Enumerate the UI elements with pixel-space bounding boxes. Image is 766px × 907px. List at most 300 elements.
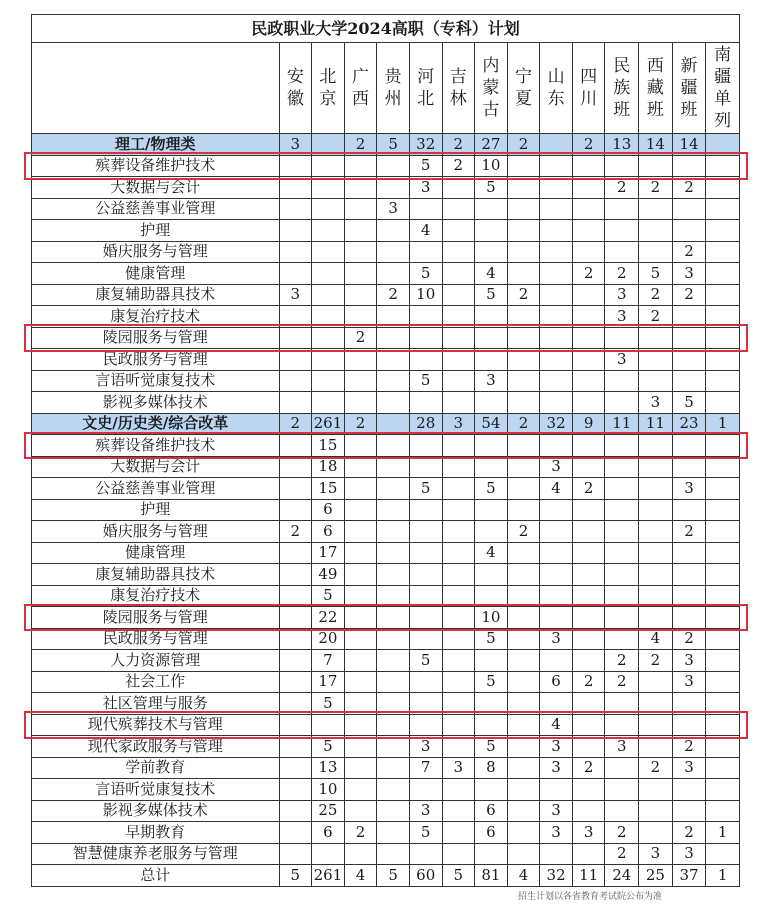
quota-cell (706, 714, 740, 736)
quota-cell (672, 155, 706, 177)
quota-cell (312, 263, 345, 285)
quota-cell (344, 650, 377, 672)
major-name: 言语听觉康复技术 (32, 370, 280, 392)
quota-cell: 3 (540, 757, 573, 779)
quota-cell (409, 585, 442, 607)
quota-cell (475, 564, 508, 586)
quota-cell (706, 392, 740, 414)
quota-cell (442, 650, 475, 672)
quota-cell: 5 (409, 822, 442, 844)
quota-cell: 3 (475, 370, 508, 392)
quota-cell (672, 693, 706, 715)
quota-cell (572, 327, 605, 349)
major-name: 殡葬设备维护技术 (32, 435, 280, 457)
quota-cell (639, 456, 673, 478)
major-name: 现代殡葬技术与管理 (32, 714, 280, 736)
quota-cell: 4 (475, 263, 508, 285)
quota-cell (377, 564, 410, 586)
quota-cell (409, 349, 442, 371)
major-row (32, 478, 740, 500)
column-header (409, 43, 442, 134)
quota-cell: 3 (572, 822, 605, 844)
quota-cell (377, 822, 410, 844)
quota-cell: 2 (344, 134, 377, 156)
quota-cell (540, 779, 573, 801)
quota-cell (312, 220, 345, 242)
quota-cell: 3 (605, 284, 639, 306)
quota-cell (706, 241, 740, 263)
quota-cell (540, 564, 573, 586)
quota-cell (572, 220, 605, 242)
quota-cell: 3 (672, 757, 706, 779)
enrollment-plan-table (31, 14, 740, 887)
major-name: 智慧健康养老服务与管理 (32, 843, 280, 865)
quota-cell (507, 263, 540, 285)
quota-cell (409, 327, 442, 349)
major-row (32, 521, 740, 543)
column-header-label: 河北 (417, 67, 435, 109)
major-name: 民政服务与管理 (32, 628, 280, 650)
quota-cell (672, 220, 706, 242)
major-name: 护理 (32, 499, 280, 521)
quota-cell (572, 542, 605, 564)
quota-cell: 81 (475, 865, 508, 887)
quota-cell (507, 392, 540, 414)
quota-cell: 2 (672, 628, 706, 650)
quota-cell (507, 370, 540, 392)
quota-cell (344, 736, 377, 758)
major-row (32, 241, 740, 263)
quota-cell (279, 478, 312, 500)
quota-cell (409, 435, 442, 457)
quota-cell (475, 220, 508, 242)
quota-cell (409, 306, 442, 328)
quota-cell: 261 (312, 413, 345, 435)
quota-cell (672, 564, 706, 586)
column-header (706, 43, 740, 134)
quota-cell (344, 220, 377, 242)
major-name: 言语听觉康复技术 (32, 779, 280, 801)
major-row (32, 843, 740, 865)
quota-cell (344, 564, 377, 586)
quota-cell (279, 456, 312, 478)
quota-cell (507, 736, 540, 758)
quota-cell (409, 843, 442, 865)
major-name: 康复治疗技术 (32, 585, 280, 607)
quota-cell (572, 349, 605, 371)
major-row (32, 628, 740, 650)
quota-cell (279, 542, 312, 564)
quota-cell (639, 370, 673, 392)
quota-cell (672, 327, 706, 349)
quota-cell (409, 456, 442, 478)
quota-cell (344, 370, 377, 392)
quota-cell (540, 198, 573, 220)
quota-cell (605, 564, 639, 586)
quota-cell (672, 306, 706, 328)
quota-cell: 2 (507, 413, 540, 435)
quota-cell (540, 155, 573, 177)
quota-cell (572, 177, 605, 199)
quota-cell (507, 628, 540, 650)
category-name: 理工/物理类 (32, 134, 280, 156)
quota-cell (639, 435, 673, 457)
quota-cell (475, 349, 508, 371)
quota-cell (540, 542, 573, 564)
quota-cell (672, 585, 706, 607)
quota-cell (279, 714, 312, 736)
quota-cell: 4 (540, 478, 573, 500)
quota-cell (279, 607, 312, 629)
quota-cell (639, 714, 673, 736)
quota-cell (639, 693, 673, 715)
quota-cell (540, 843, 573, 865)
major-row (32, 671, 740, 693)
quota-cell (442, 542, 475, 564)
quota-cell (507, 650, 540, 672)
quota-cell (344, 435, 377, 457)
quota-cell (706, 220, 740, 242)
quota-cell (605, 370, 639, 392)
major-name: 康复辅助器具技术 (32, 284, 280, 306)
quota-cell: 15 (312, 478, 345, 500)
quota-cell (279, 435, 312, 457)
quota-cell: 11 (572, 865, 605, 887)
quota-cell: 5 (475, 177, 508, 199)
quota-cell (672, 198, 706, 220)
quota-cell (377, 779, 410, 801)
quota-cell (507, 177, 540, 199)
quota-cell: 5 (672, 392, 706, 414)
quota-cell (706, 542, 740, 564)
quota-cell: 14 (639, 134, 673, 156)
quota-cell (639, 220, 673, 242)
quota-cell: 3 (442, 413, 475, 435)
quota-cell: 5 (475, 736, 508, 758)
major-name: 健康管理 (32, 542, 280, 564)
column-header-label: 吉林 (449, 67, 467, 109)
quota-cell (442, 198, 475, 220)
major-row (32, 757, 740, 779)
quota-cell (344, 693, 377, 715)
column-header (344, 43, 377, 134)
quota-cell (377, 800, 410, 822)
quota-cell (279, 370, 312, 392)
quota-cell (639, 542, 673, 564)
column-header-label: 宁夏 (514, 67, 532, 109)
quota-cell: 5 (475, 284, 508, 306)
major-name: 殡葬设备维护技术 (32, 155, 280, 177)
quota-cell (706, 263, 740, 285)
quota-cell (442, 392, 475, 414)
quota-cell (507, 198, 540, 220)
column-header-label: 山东 (547, 67, 565, 109)
quota-cell (572, 714, 605, 736)
quota-cell (706, 349, 740, 371)
column-header (540, 43, 573, 134)
quota-cell (377, 736, 410, 758)
quota-cell: 3 (605, 736, 639, 758)
quota-cell (312, 370, 345, 392)
quota-cell (706, 177, 740, 199)
quota-cell (344, 779, 377, 801)
quota-cell (377, 671, 410, 693)
quota-cell (639, 349, 673, 371)
quota-cell (540, 435, 573, 457)
quota-cell: 54 (475, 413, 508, 435)
quota-cell (442, 585, 475, 607)
quota-cell: 23 (672, 413, 706, 435)
major-row (32, 822, 740, 844)
quota-cell (706, 327, 740, 349)
total-row (32, 865, 740, 887)
quota-cell (279, 585, 312, 607)
quota-cell: 6 (475, 800, 508, 822)
major-row (32, 349, 740, 371)
quota-cell (706, 435, 740, 457)
major-row (32, 607, 740, 629)
quota-cell: 2 (572, 671, 605, 693)
quota-cell (344, 155, 377, 177)
quota-cell (540, 693, 573, 715)
quota-cell (540, 499, 573, 521)
quota-cell: 7 (409, 757, 442, 779)
quota-cell (344, 714, 377, 736)
quota-cell: 5 (475, 478, 508, 500)
quota-cell: 5 (312, 693, 345, 715)
table-title: 民政职业大学2024高职（专科）计划 (32, 15, 740, 43)
quota-cell (409, 714, 442, 736)
quota-cell (639, 499, 673, 521)
quota-cell (605, 693, 639, 715)
quota-cell (377, 306, 410, 328)
quota-cell (377, 607, 410, 629)
quota-cell: 2 (344, 822, 377, 844)
quota-cell (507, 800, 540, 822)
quota-cell (279, 779, 312, 801)
quota-cell (672, 714, 706, 736)
quota-cell: 2 (639, 757, 673, 779)
quota-cell (442, 564, 475, 586)
quota-cell: 37 (672, 865, 706, 887)
quota-cell (344, 521, 377, 543)
quota-cell (312, 177, 345, 199)
quota-cell (279, 155, 312, 177)
quota-cell (572, 155, 605, 177)
quota-cell: 2 (605, 650, 639, 672)
quota-cell (507, 714, 540, 736)
quota-cell (344, 843, 377, 865)
quota-cell: 49 (312, 564, 345, 586)
quota-cell (507, 671, 540, 693)
quota-cell (507, 499, 540, 521)
quota-cell (507, 478, 540, 500)
major-row (32, 198, 740, 220)
footnote: 招生计划以各省教育考试院公布为准 (518, 892, 663, 902)
quota-cell (442, 714, 475, 736)
quota-cell (507, 220, 540, 242)
quota-cell (572, 435, 605, 457)
quota-cell (706, 521, 740, 543)
quota-cell (344, 628, 377, 650)
quota-cell (706, 499, 740, 521)
quota-cell (377, 177, 410, 199)
quota-cell: 6 (312, 499, 345, 521)
column-header (377, 43, 410, 134)
quota-cell (507, 822, 540, 844)
category-row (32, 134, 740, 156)
quota-cell (507, 757, 540, 779)
quota-cell (540, 370, 573, 392)
major-name: 陵园服务与管理 (32, 607, 280, 629)
quota-cell (605, 392, 639, 414)
quota-cell (475, 650, 508, 672)
quota-cell (409, 693, 442, 715)
quota-cell: 2 (572, 757, 605, 779)
quota-cell (672, 456, 706, 478)
quota-cell (475, 499, 508, 521)
quota-cell: 3 (409, 800, 442, 822)
quota-cell: 2 (605, 263, 639, 285)
quota-cell (344, 392, 377, 414)
quota-cell: 2 (672, 177, 706, 199)
quota-cell (605, 220, 639, 242)
quota-cell (279, 220, 312, 242)
quota-cell (377, 843, 410, 865)
quota-cell (572, 499, 605, 521)
quota-cell (572, 241, 605, 263)
major-row (32, 306, 740, 328)
quota-cell (377, 521, 410, 543)
quota-cell: 20 (312, 628, 345, 650)
quota-cell (442, 456, 475, 478)
quota-cell (639, 585, 673, 607)
quota-cell: 261 (312, 865, 345, 887)
quota-cell (540, 650, 573, 672)
quota-cell (475, 198, 508, 220)
quota-cell (409, 198, 442, 220)
quota-cell (706, 585, 740, 607)
quota-cell: 2 (344, 327, 377, 349)
quota-cell (312, 714, 345, 736)
quota-cell (409, 671, 442, 693)
major-name: 社区管理与服务 (32, 693, 280, 715)
quota-cell (279, 650, 312, 672)
quota-cell (540, 607, 573, 629)
quota-cell (442, 284, 475, 306)
quota-cell: 5 (409, 370, 442, 392)
quota-cell (442, 843, 475, 865)
column-header-label: 北京 (319, 67, 337, 109)
quota-cell (540, 349, 573, 371)
quota-cell (507, 435, 540, 457)
quota-cell: 2 (605, 177, 639, 199)
quota-cell (706, 155, 740, 177)
quota-cell (507, 564, 540, 586)
quota-cell (605, 327, 639, 349)
quota-cell (279, 757, 312, 779)
quota-cell (409, 392, 442, 414)
major-row (32, 177, 740, 199)
quota-cell (377, 241, 410, 263)
quota-cell: 25 (639, 865, 673, 887)
quota-cell (605, 628, 639, 650)
quota-cell: 18 (312, 456, 345, 478)
quota-cell: 2 (507, 521, 540, 543)
quota-cell (639, 822, 673, 844)
quota-cell (706, 370, 740, 392)
quota-cell (572, 306, 605, 328)
quota-cell (377, 220, 410, 242)
major-name: 早期教育 (32, 822, 280, 844)
quota-cell: 4 (475, 542, 508, 564)
quota-cell (639, 155, 673, 177)
major-name: 公益慈善事业管理 (32, 478, 280, 500)
quota-cell (706, 284, 740, 306)
quota-cell: 2 (279, 413, 312, 435)
table-title-row (32, 15, 740, 43)
quota-cell (312, 198, 345, 220)
quota-cell (279, 564, 312, 586)
quota-cell (605, 499, 639, 521)
quota-cell (344, 585, 377, 607)
quota-cell (344, 263, 377, 285)
quota-cell (507, 155, 540, 177)
quota-cell (442, 327, 475, 349)
quota-cell (279, 628, 312, 650)
column-header (475, 43, 508, 134)
quota-cell (706, 779, 740, 801)
quota-cell: 2 (605, 671, 639, 693)
major-row (32, 220, 740, 242)
major-name: 公益慈善事业管理 (32, 198, 280, 220)
major-row (32, 714, 740, 736)
quota-cell (540, 134, 573, 156)
quota-cell (442, 177, 475, 199)
quota-cell (605, 585, 639, 607)
quota-cell (279, 392, 312, 414)
quota-cell: 3 (540, 736, 573, 758)
quota-cell: 60 (409, 865, 442, 887)
quota-cell (507, 327, 540, 349)
quota-cell: 17 (312, 542, 345, 564)
quota-cell (605, 456, 639, 478)
quota-cell: 2 (672, 521, 706, 543)
quota-cell (706, 736, 740, 758)
quota-cell (639, 800, 673, 822)
quota-cell: 5 (312, 736, 345, 758)
major-row (32, 263, 740, 285)
quota-cell (475, 435, 508, 457)
quota-cell (507, 779, 540, 801)
quota-cell (475, 779, 508, 801)
quota-cell: 2 (672, 241, 706, 263)
quota-cell (639, 779, 673, 801)
column-header-label: 安徽 (286, 67, 304, 109)
quota-cell: 25 (312, 800, 345, 822)
quota-cell: 3 (279, 134, 312, 156)
quota-cell (475, 327, 508, 349)
quota-cell (377, 499, 410, 521)
major-row (32, 650, 740, 672)
quota-cell: 3 (672, 671, 706, 693)
quota-cell (442, 736, 475, 758)
quota-cell (312, 306, 345, 328)
quota-cell (377, 714, 410, 736)
column-header (279, 43, 312, 134)
quota-cell (442, 478, 475, 500)
quota-cell (507, 843, 540, 865)
